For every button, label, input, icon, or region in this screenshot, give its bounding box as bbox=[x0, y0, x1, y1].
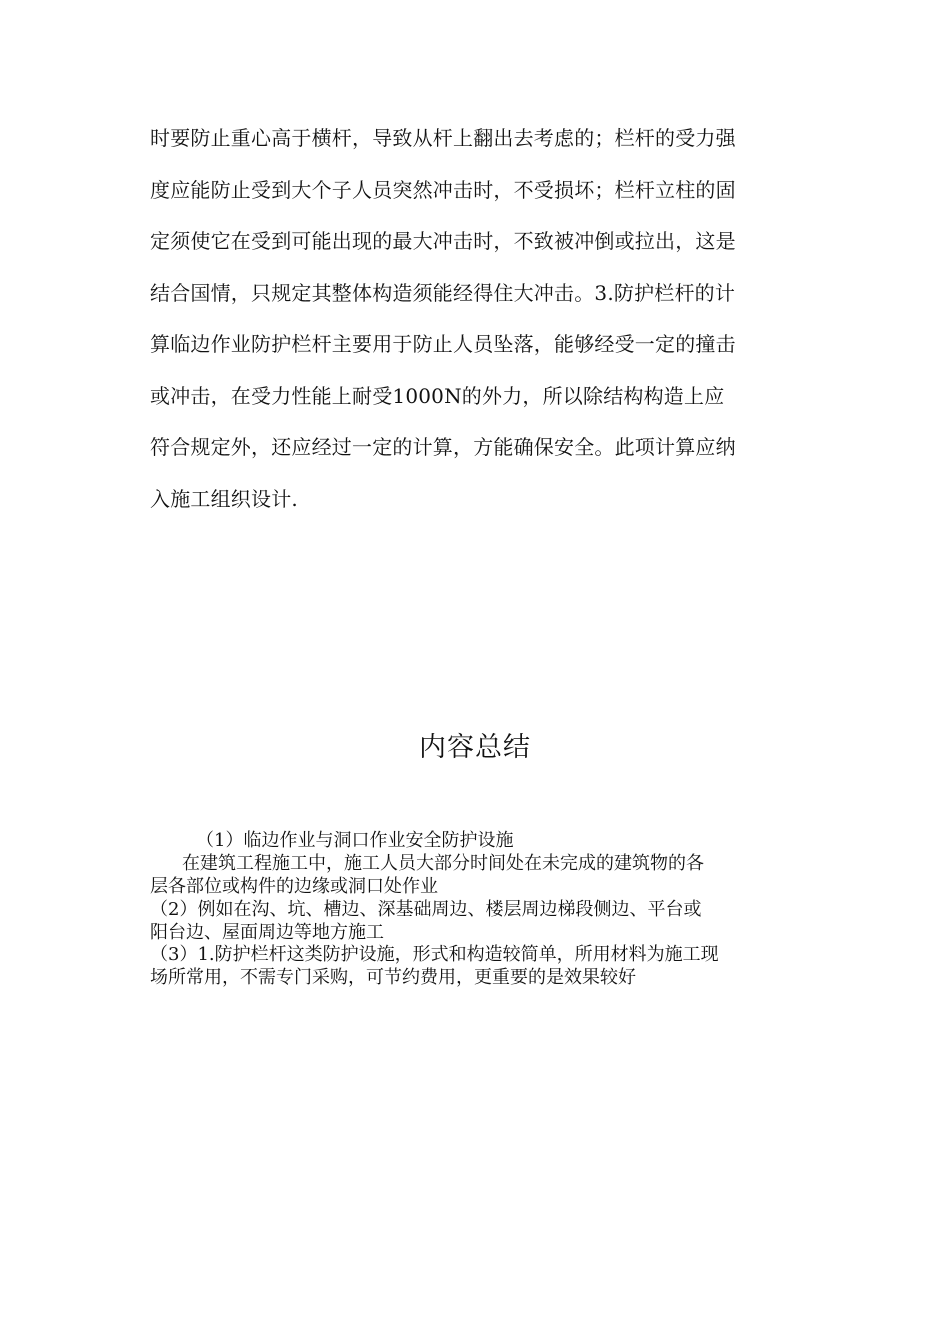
summary-line: （2）例如在沟、坑、槽边、深基础周边、楼层周边梯段侧边、平台或 bbox=[150, 898, 702, 920]
body-line: 符合规定外，还应经过一定的计算，方能确保安全。此项计算应纳 bbox=[150, 435, 736, 459]
body-line: 定须使它在受到可能出现的最大冲击时，不致被冲倒或拉出，这是 bbox=[150, 229, 736, 253]
body-paragraph bbox=[150, 118, 810, 530]
summary-line: 场所常用，不需专门采购，可节约费用，更重要的是效果较好 bbox=[150, 967, 636, 989]
body-line: 结合国情，只规定其整体构造须能经得住大冲击。3.防护栏杆的计 bbox=[150, 280, 736, 305]
body-line: 或冲击，在受力性能上耐受1000N的外力，所以除结构构造上应 bbox=[150, 383, 725, 408]
summary-line: 层各部位或构件的边缘或洞口处作业 bbox=[150, 875, 438, 897]
summary-line: （3）1.防护栏杆这类防护设施，形式和构造较简单，所用材料为施工现 bbox=[150, 944, 719, 966]
body-line: 入施工组织设计. bbox=[150, 486, 298, 511]
body-line: 时要防止重心高于横杆，导致从杆上翻出去考虑的；栏杆的受力强 bbox=[150, 126, 736, 150]
summary-line: 阳台边、屋面周边等地方施工 bbox=[150, 921, 384, 943]
summary-line: 在建筑工程施工中，施工人员大部分时间处在未完成的建筑物的各 bbox=[182, 852, 704, 874]
summary-section bbox=[150, 829, 810, 989]
body-line: 度应能防止受到大个子人员突然冲击时，不受损坏；栏杆立柱的固 bbox=[150, 177, 736, 202]
summary-title: 内容总结 bbox=[419, 732, 531, 763]
summary-line: （1）临边作业与洞口作业安全防护设施 bbox=[196, 830, 514, 851]
body-line: 算临边作业防护栏杆主要用于防止人员坠落，能够经受一定的撞击 bbox=[150, 332, 736, 356]
